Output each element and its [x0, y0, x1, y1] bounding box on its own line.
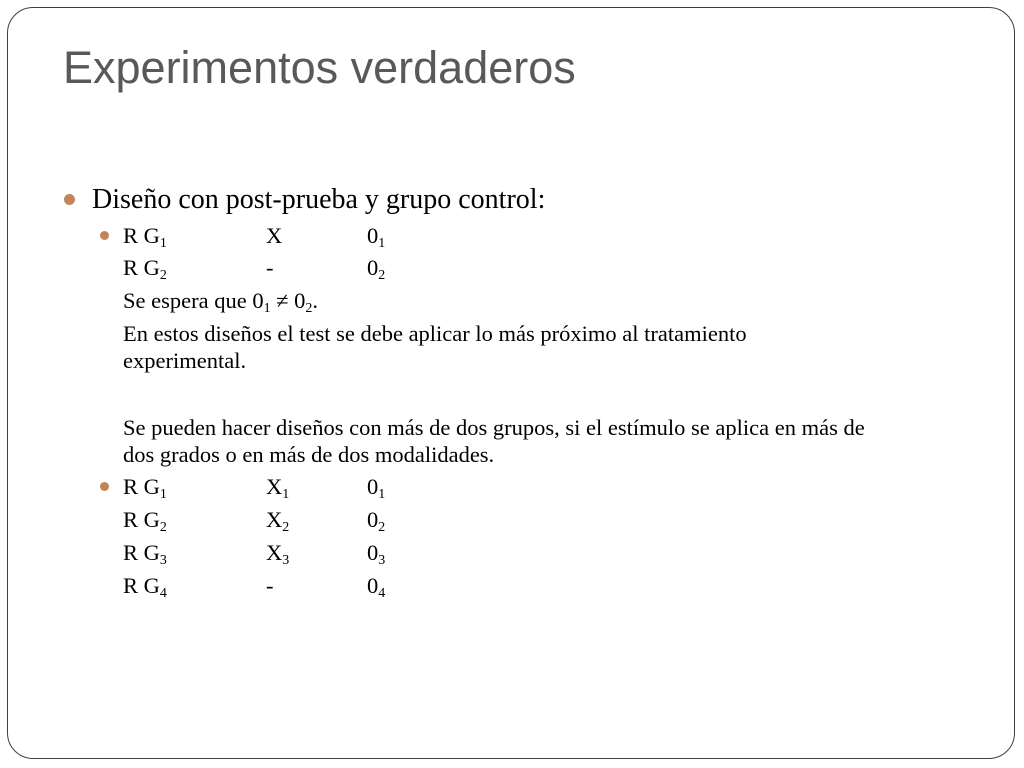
paragraph-line: experimental. — [123, 348, 247, 373]
treatment-cell: - — [266, 573, 274, 598]
group-cell: R $G_2$ — [123, 507, 167, 535]
observation-cell: $0_1$ — [367, 223, 386, 251]
group-cell: R $G_1$ — [123, 474, 167, 502]
paragraph-line: En estos diseños el test se debe aplicar lo más próximo al tratamiento — [123, 321, 747, 346]
observation-cell: $0_2$ — [367, 507, 386, 535]
treatment-cell: $X_1$ — [266, 474, 290, 502]
group-cell: R $G_2$ — [123, 255, 167, 283]
treatment-cell: $X_3$ — [266, 540, 290, 568]
slide-title: Experimentos verdaderos — [63, 42, 576, 93]
group-cell: R $G_1$ — [123, 223, 167, 251]
treatment-cell: X — [266, 223, 283, 248]
treatment-cell: - — [266, 255, 274, 280]
sub-bullet-dot — [100, 231, 109, 240]
observation-cell: $0_2$ — [367, 255, 386, 283]
treatment-cell: $X_2$ — [266, 507, 290, 535]
group-cell: R $G_3$ — [123, 540, 167, 568]
expectation-line: Se espera que $0_1 \ne 0_2$. — [123, 288, 318, 316]
observation-cell: $0_1$ — [367, 474, 386, 502]
bullet-dot — [64, 194, 75, 205]
group-cell: R $G_4$ — [123, 573, 167, 601]
bullet-heading: Diseño con post-prueba y grupo control: — [92, 184, 546, 215]
sub-bullet-dot — [100, 482, 109, 491]
paragraph-line: dos grados o en más de dos modalidades. — [123, 442, 495, 467]
observation-cell: $0_4$ — [367, 573, 386, 601]
paragraph-line: Se pueden hacer diseños con más de dos grupos, si el estímulo se aplica en más de — [123, 415, 865, 440]
observation-cell: $0_3$ — [367, 540, 386, 568]
slide-frame — [7, 7, 1015, 759]
